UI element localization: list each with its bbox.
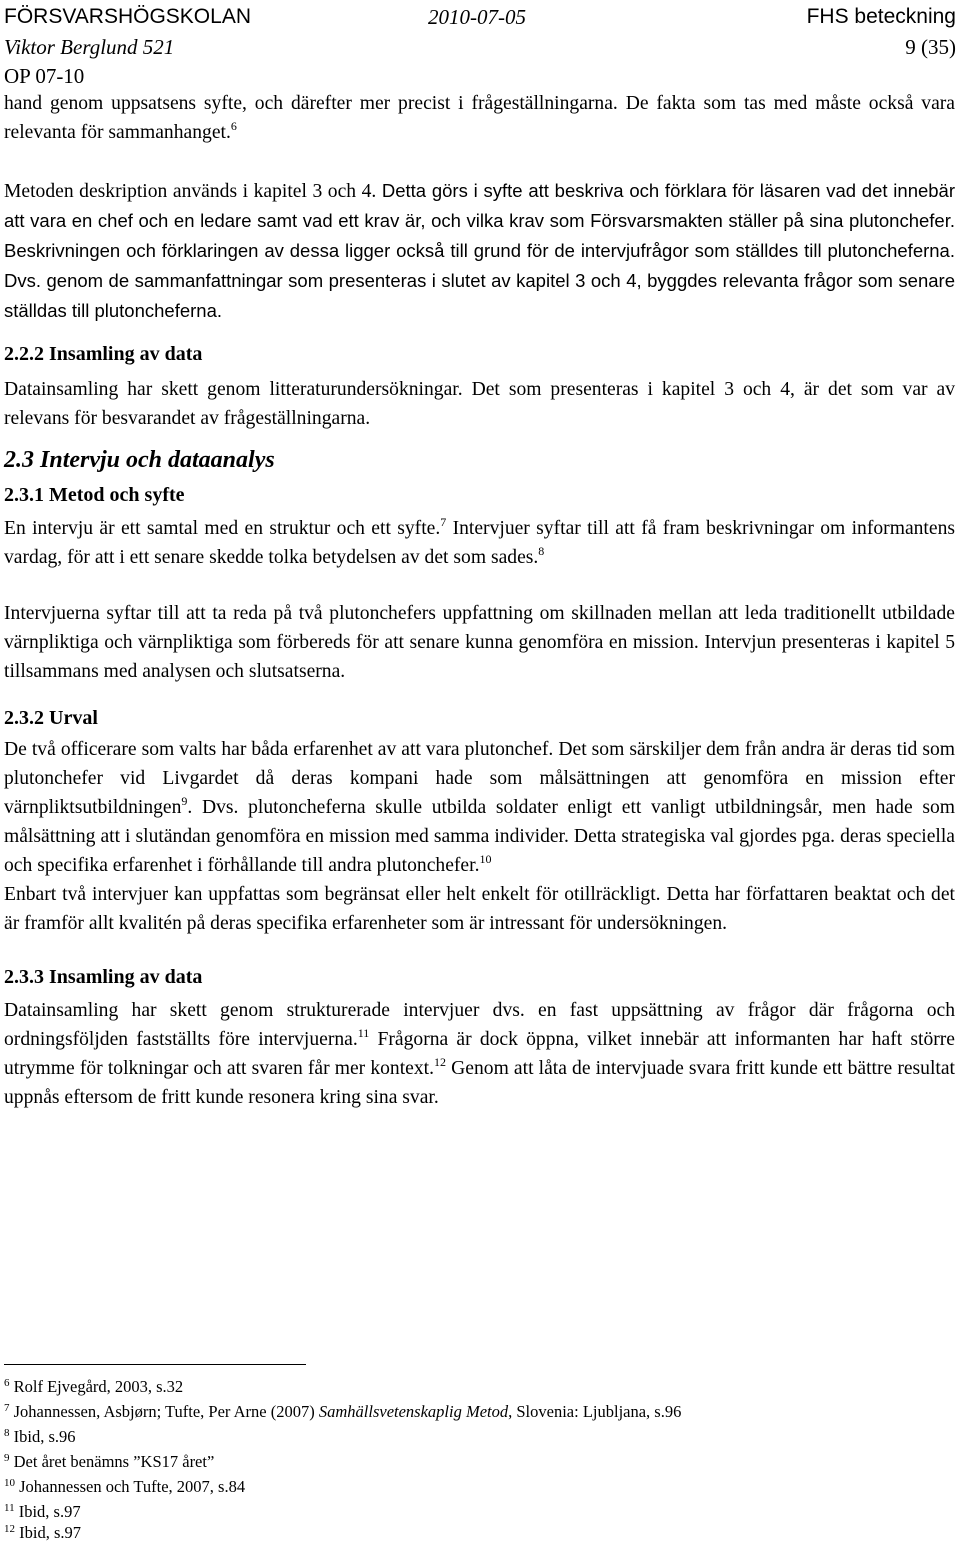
footnote-text-rest: , Slovenia: Ljubljana, s.96 <box>508 1402 682 1421</box>
paragraph-2 <box>4 176 955 326</box>
main-text <box>4 89 955 1112</box>
footnote-ref-12: 12 <box>434 1055 446 1069</box>
paragraph-5: Intervjuerna syftar till att ta reda på två plutonchefers uppfattning om skillnaden mellan att leda traditionellt utbildade värnpliktiga och värnpliktiga som förbereds för att senare kunna genomföra en mission. Intervjun presenteras i kapitel 5 tillsammans med analysen och slutsatserna. <box>4 603 955 682</box>
paragraph-4 <box>4 514 955 572</box>
footnote-6 <box>4 1375 183 1400</box>
footnote-12 <box>4 1521 81 1546</box>
school-name: FÖRSVARSHÖGSKOLAN <box>4 5 251 28</box>
footnote-book-title: Samhällsvetenskaplig Metod <box>318 1402 509 1421</box>
paragraph-8-text-a: Datainsamling har skett genom strukturerade intervjuer dvs. en fast uppsättning av frågor där frågorna och ordningsföljden fastställts före intervjuerna. <box>4 1000 955 1050</box>
footnote-ref-9: 9 <box>181 794 188 808</box>
paragraph-7: Enbart två intervjuer kan uppfattas som begränsat eller helt enkelt för otillräckligt. Detta har författaren beaktat och det är framför allt kvalitén på deras specifika erfarenheter som är intressant för undersökningen. <box>4 884 955 934</box>
footnote-ref-8: 8 <box>538 544 545 558</box>
paragraph-1-text: hand genom uppsatsens syfte, och därefter mer precist i frågeställningarna. De fakta som tas med måste också vara relevanta för sammanhanget. <box>4 93 955 143</box>
heading-2-3-2: 2.3.2 Urval <box>4 707 98 729</box>
paragraph-8 <box>4 996 955 1112</box>
footnote-8 <box>4 1425 76 1450</box>
footnote-ref-7: 7 <box>440 515 447 529</box>
footnote-number: 6 <box>4 1377 10 1389</box>
footnote-number: 12 <box>4 1523 15 1535</box>
footnote-text: Det året benämns ”KS17 året” <box>13 1452 215 1471</box>
footnote-ref-11: 11 <box>357 1026 370 1040</box>
author-name: Viktor Berglund 521 <box>4 35 175 59</box>
footnote-number: 11 <box>4 1502 15 1514</box>
paragraph-4-text-a: En intervju är ett samtal med en struktur och ett syfte. <box>4 518 441 539</box>
footnote-ref-6: 6 <box>230 119 237 133</box>
paragraph-2-text: Detta görs i syfte att beskriva och förklara för läsaren vad det innebär att vara en chef och en ledare samt vad ett krav är, och vilka krav som Försvarsmakten ställer på sina plutonchefer. Beskrivningen och förklaringen av dessa ligger också till grund för de intervjufrågor som ställdes till plutoncheferna. Dvs. genom de sammanfattningar som presenteras i slutet av kapitel 3 och 4, byggdes relevanta frågor som senare ställdas till plutoncheferna. <box>4 180 956 321</box>
footnote-9 <box>4 1450 214 1475</box>
footnote-text: Ibid, s.97 <box>18 1502 81 1521</box>
paragraph-6-text-b: . Dvs. plutoncheferna skulle utbilda soldater enligt ett vanligt utbildningsår, men hade som målsättning att i slutändan genomföra en mission med samma individer. Detta strategiska val gjordes pga. deras speciella och specifika erfarenhet i förhållande till andra plutonchefer. <box>4 797 955 876</box>
heading-2-2-2: 2.2.2 Insamling av data <box>4 343 203 365</box>
document-date: 2010-07-05 <box>428 5 526 29</box>
footnote-text: Johannessen, Asbjørn; Tufte, Per Arne (2007) <box>13 1402 319 1421</box>
paragraph-8-text-b: Frågorna är dock öppna, vilket innebär att informanten har haft större utrymme för tolkningar och att svaren får mer kontext. <box>4 1029 955 1079</box>
footnote-text: Ibid, s.96 <box>13 1427 76 1446</box>
footnote-divider <box>4 1364 306 1365</box>
footnote-text: Rolf Ejvegård, 2003, s.32 <box>13 1377 184 1396</box>
footnote-number: 8 <box>4 1427 10 1439</box>
heading-2-3-1: 2.3.1 Metod och syfte <box>4 484 185 506</box>
paragraph-3: Datainsamling har skett genom litteraturundersökningar. Det som presenteras i kapitel 3 och 4, är det som var av relevans för besvarandet av frågeställningarna. <box>4 379 955 429</box>
paragraph-4-text-b: Intervjuer syftar till att få fram beskrivningar om informantens vardag, för att i ett senare skedde tolka betydelsen av det som sades. <box>4 518 955 568</box>
footnote-text: Johannessen och Tufte, 2007, s.84 <box>19 1477 246 1496</box>
page-number: 9 (35) <box>905 35 956 59</box>
heading-2-3-3: 2.3.3 Insamling av data <box>4 966 203 988</box>
fhs-label: FHS beteckning <box>806 5 956 28</box>
heading-2-3: 2.3 Intervju och dataanalys <box>4 447 275 473</box>
footnote-10 <box>4 1475 245 1500</box>
footnote-7 <box>4 1400 681 1425</box>
paragraph-8-text-c: Genom att låta de intervjuade svara fritt kunde ett bättre resultat uppnås eftersom de fritt kunde resonera kring sina svar. <box>4 1058 955 1108</box>
paragraph-6 <box>4 735 955 880</box>
paragraph-1 <box>4 89 955 147</box>
course-code: OP 07-10 <box>4 64 85 88</box>
footnote-ref-10: 10 <box>479 852 492 866</box>
footnote-text: Ibid, s.97 <box>19 1523 81 1542</box>
paragraph-6-text-a: De två officerare som valts har båda erfarenhet av att vara plutonchef. Det som särskiljer dem från andra är deras tid som plutonchefer vid Livgardet då deras kompani hade som målsättningen att genomföra en mission efter värnpliktsutbildningen <box>4 739 955 818</box>
footnote-number: 7 <box>4 1402 10 1414</box>
paragraph-2-lead: Metoden deskription används i kapitel 3 och 4. <box>4 181 377 202</box>
footnote-number: 9 <box>4 1452 10 1464</box>
footnote-number: 10 <box>4 1477 15 1489</box>
